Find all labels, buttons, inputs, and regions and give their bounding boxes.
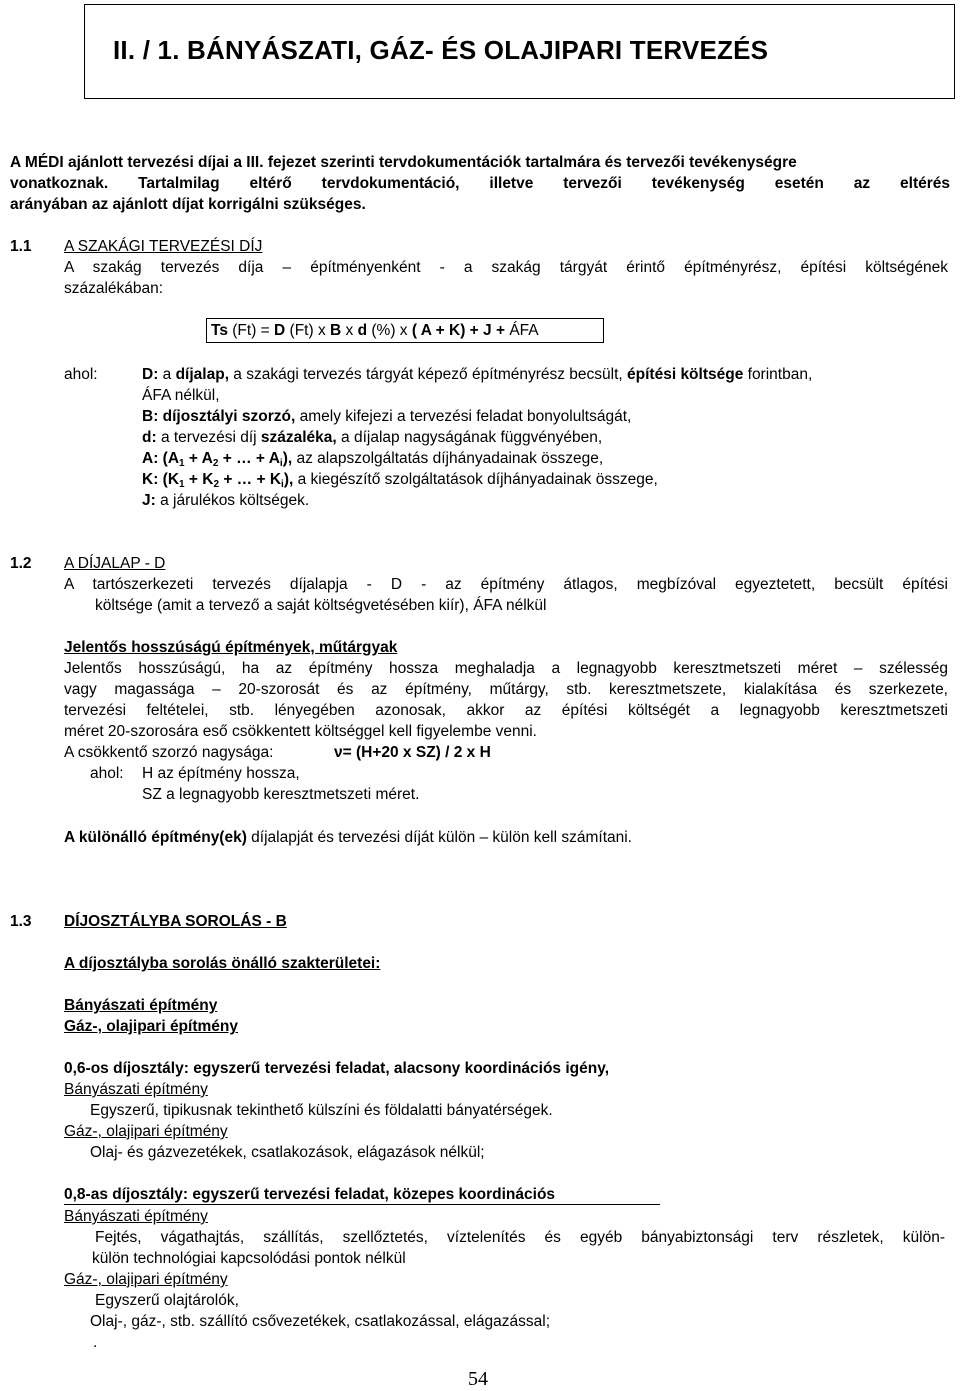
reduction-factor-label: A csökkentő szorzó nagysága:	[64, 744, 274, 761]
def-j: J: a járulékos költségek.	[142, 492, 310, 509]
formula-d-lower: d	[357, 322, 368, 339]
def-a: A: ($A_1 + A_2$ + … + $A_i$), az alapszolgáltatás díjhányadainak összege,	[142, 450, 604, 469]
intro-line-3: arányában az ajánlott díjat korrigálni szükséges.	[10, 196, 366, 213]
class-08-gas-text-2: Olaj-, gáz-, stb. szállító csővezetékek, csatlakozással, elágazással;	[90, 1313, 551, 1330]
formula-b: B	[330, 322, 342, 339]
long-structures-line: vagy magassága – 20-szorosát és az építmény, műtárgy, stb. keresztmetszete, kialakítása és szerkezete,	[64, 681, 948, 698]
class-08-mining-text-2: külön technológiai kapcsolódási pontok nélkül	[92, 1250, 406, 1267]
class-08-mining-label: Bányászati építmény	[64, 1208, 208, 1225]
fee-formula-box	[206, 318, 604, 343]
formula-a-k-j: ( A + K) + J +	[411, 322, 510, 339]
area-mining: Bányászati építmény	[64, 997, 218, 1014]
def-d-line-2: ÁFA nélkül,	[142, 387, 220, 404]
long-structures-line: méret 20-szorosára eső csökkentett költséggel kell figyelembe venni.	[64, 723, 537, 740]
class-06-gas-text: Olaj- és gázvezetékek, csatlakozások, elágazások nélkül;	[90, 1144, 485, 1161]
formula-part: (Ft) x	[285, 322, 331, 339]
trailing-dot: .	[93, 1334, 98, 1351]
section-1-1-number: 1.1	[10, 238, 32, 255]
long-structures-heading: Jelentős hosszúságú építmények, műtárgyak	[64, 639, 398, 656]
def-sz: SZ a legnagyobb keresztmetszeti méret.	[142, 786, 420, 803]
def-b: B: díjosztályi szorzó, amely kifejezi a tervezési feladat bonyolultságát,	[142, 408, 632, 425]
intro-line-2: vonatkoznak. Tartalmilag eltérő tervdokumentáció, illetve tervezői tevékenység esetén az eltérés	[10, 175, 950, 192]
class-08-title: 0,8-as díjosztály: egyszerű tervezési feladat, közepes koordinációs	[64, 1185, 660, 1205]
def-h: H az építmény hossza,	[142, 765, 300, 782]
long-structures-line: Jelentős hosszúságú, ha az építmény hossza meghaladja a legnagyobb keresztmetszeti méret – szélesség	[64, 660, 948, 677]
intro-line-1: A MÉDI ajánlott tervezési díjai a III. fejezet szerinti tervdokumentációk tartalmára és tervezői tevékenységre	[10, 154, 797, 171]
formula-d: D	[274, 322, 286, 339]
def-d-lower: d: a tervezési díj százaléka, a díjalap nagyságának függvényében,	[142, 429, 603, 446]
section-1-1-text-2: százalékában:	[64, 280, 164, 297]
section-1-2-number: 1.2	[10, 555, 32, 572]
class-06-mining-label: Bányászati építmény	[64, 1081, 208, 1098]
formula-part: (Ft) =	[227, 322, 275, 339]
section-1-2-text-1: A tartószerkezeti tervezés díjalapja - D - az építmény átlagos, megbízóval egyeztetett, becsült építési	[64, 576, 948, 593]
intro-paragraph	[10, 152, 950, 215]
section-1-3-subheading: A díjosztályba sorolás önálló szakterületei:	[64, 955, 381, 972]
class-06-mining-text: Egyszerű, tipikusnak tekinthető külszíni és földalatti bányatérségek.	[90, 1102, 553, 1119]
reduction-factor-formula: ν= (H+20 x SZ) / 2 x H	[334, 744, 491, 761]
formula-ts: Ts	[211, 322, 228, 339]
separate-structures-note: A különálló építmény(ek) díjalapját és tervezési díját külön – külön kell számítani.	[64, 829, 632, 846]
section-1-1-heading: A SZAKÁGI TERVEZÉSI DÍJ	[64, 238, 263, 255]
class-08-gas-label: Gáz-, olajipari építmény	[64, 1271, 228, 1288]
def-d: D: a díjalap, a szakági tervezés tárgyát képező építményrész becsült, építési költsége forintban,	[142, 366, 813, 383]
where-label: ahol:	[64, 366, 98, 383]
page-number: 54	[468, 1368, 488, 1390]
section-1-3-number: 1.3	[10, 913, 32, 930]
def-k: K: ($K_1 + K_2$ + … + $K_i$), a kiegészítő szolgáltatások díjhányadainak összege,	[142, 471, 658, 490]
where-label-2: ahol:	[90, 765, 124, 782]
long-structures-paragraph	[64, 658, 948, 742]
section-1-1-text-1: A szakág tervezés díja – építményenként - a szakág tárgyát érintő építményrész, építési költségének	[64, 259, 948, 276]
area-gas-oil: Gáz-, olajipari építmény	[64, 1018, 238, 1035]
formula-afa: ÁFA	[509, 322, 539, 339]
class-06-title: 0,6-os díjosztály: egyszerű tervezési feladat, alacsony koordinációs igény,	[64, 1060, 609, 1077]
section-1-2-text-2: költsége (amit a tervező a saját költségvetésében kiír), ÁFA nélkül	[95, 597, 547, 614]
formula-part: (%) x	[367, 322, 412, 339]
class-08-mining-text-1: Fejtés, vágathajtás, szállítás, szellőztetés, víztelenítés és egyéb bányabiztonsági terv részletek, külön-	[95, 1229, 945, 1246]
page-title: II. / 1. BÁNYÁSZATI, GÁZ- ÉS OLAJIPARI TERVEZÉS	[113, 35, 769, 65]
section-1-3-heading: DÍJOSZTÁLYBA SOROLÁS - B	[64, 913, 287, 930]
title-box	[84, 4, 955, 99]
formula-part: x	[341, 322, 358, 339]
long-structures-line: tervezési feltételei, stb. lényegében azonosak, akkor az építési költségét a legnagyobb keresztmetszeti	[64, 702, 948, 719]
class-08-gas-text-1: Egyszerű olajtárolók,	[95, 1292, 239, 1309]
section-1-2-heading: A DÍJALAP - D	[64, 555, 166, 572]
class-06-gas-label: Gáz-, olajipari építmény	[64, 1123, 228, 1140]
